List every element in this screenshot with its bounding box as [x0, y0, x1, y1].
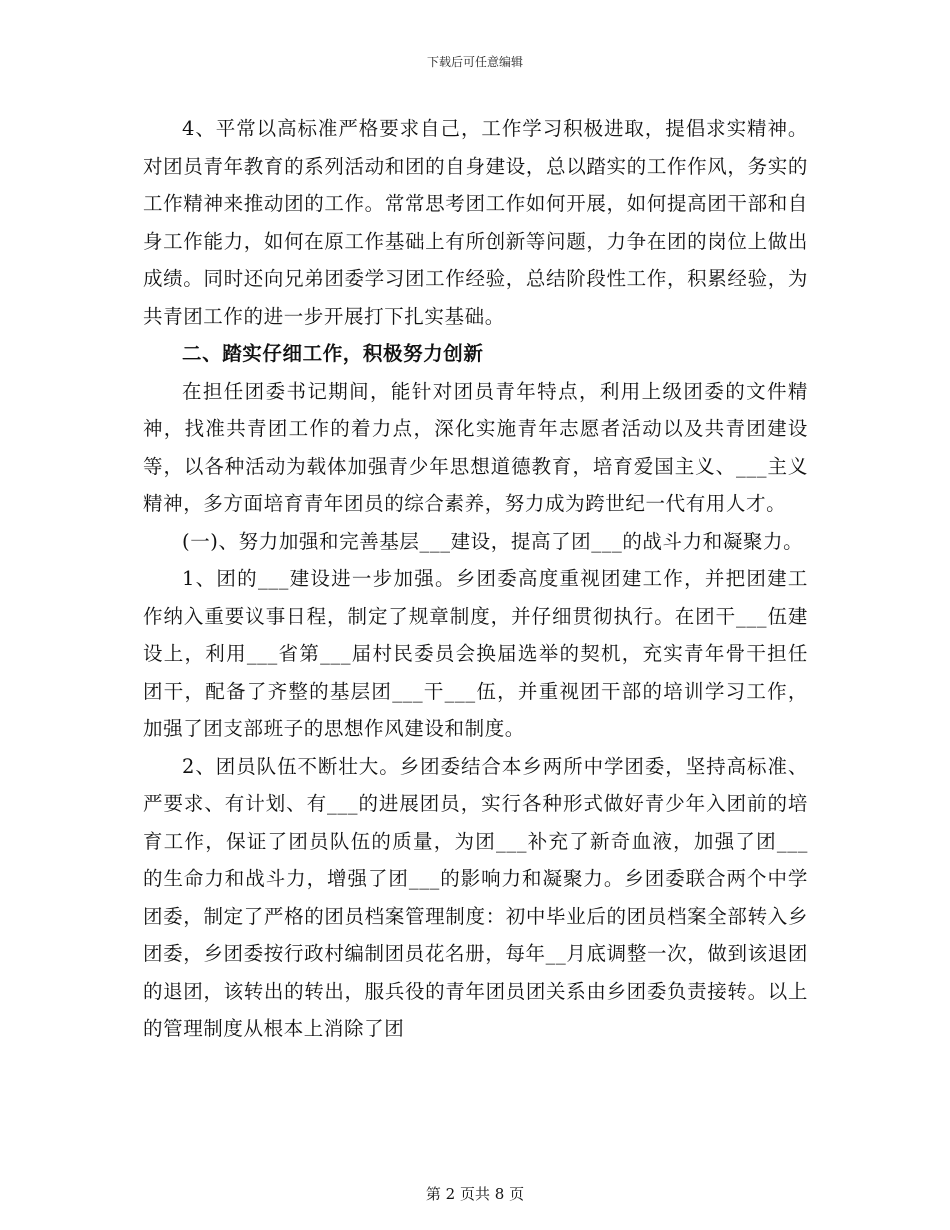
paragraph-3: (一)、努力加强和完善基层___建设，提高了团___的战斗力和凝聚力。 [182, 529, 804, 553]
section-heading: 二、踏实仔细工作，积极努力创新 [182, 342, 484, 365]
paragraph-1: 4、平常以高标准严格要求自己，工作学习积极进取，提倡求实精神。对团员青年教育的系列活动和团的自身建设，总以踏实的工作作风，务实的工作精神来推动团的工作。常常思考团工作如何开展，如何提高团干部和自身工作能力，如何在原工作基础上有所创新等问题，力争在团的岗位上做出成绩。同时还向兄弟团委学习团工作经验，总结阶段性工作，积累经验，为共青团工作的进一步开展打下扎实基础。 [143, 117, 808, 328]
paragraph-5: 2、团员队伍不断壮大。乡团委结合本乡两所中学团委，坚持高标准、严要求、有计划、有___的进展团员，实行各种形式做好青少年入团前的培育工作，保证了团员队伍的质量，为团___补充了新奇血液，加强了团___的生命力和战斗力，增强了团___的影响力和凝聚力。乡团委联合两个中学团委，制定了严格的团员档案管理制度：初中毕业后的团员档案全部转入乡团委，乡团委按行政村编制团员花名册，每年__月底调整一次，做到该退团的退团，该转出的转出，服兵役的青年团员团关系由乡团委负责接转。以上的管理制度从根本上消除了团 [143, 754, 808, 1040]
page-header: 下载后可任意编辑 [426, 55, 523, 69]
page-footer: 第 2 页共 8 页 [425, 1185, 525, 1203]
document-body [143, 110, 808, 1048]
paragraph-2: 在担任团委书记期间，能针对团员青年特点，利用上级团委的文件精神，找准共青团工作的着力点，深化实施青年志愿者活动以及共青团建设等，以各种活动为载体加强青少年思想道德教育，培育爱国主义、___主义精神，多方面培育青年团员的综合素养，努力成为跨世纪一代有用人才。 [143, 379, 808, 515]
paragraph-4: 1、团的___建设进一步加强。乡团委高度重视团建工作，并把团建工作纳入重要议事日程，制定了规章制度，并仔细贯彻执行。在团干___伍建设上，利用___省第___届村民委员会换届选举的契机，充实青年骨干担任团干，配备了齐整的基层团___干___伍，并重视团干部的培训学习工作，加强了团支部班子的思想作风建设和制度。 [143, 567, 808, 740]
